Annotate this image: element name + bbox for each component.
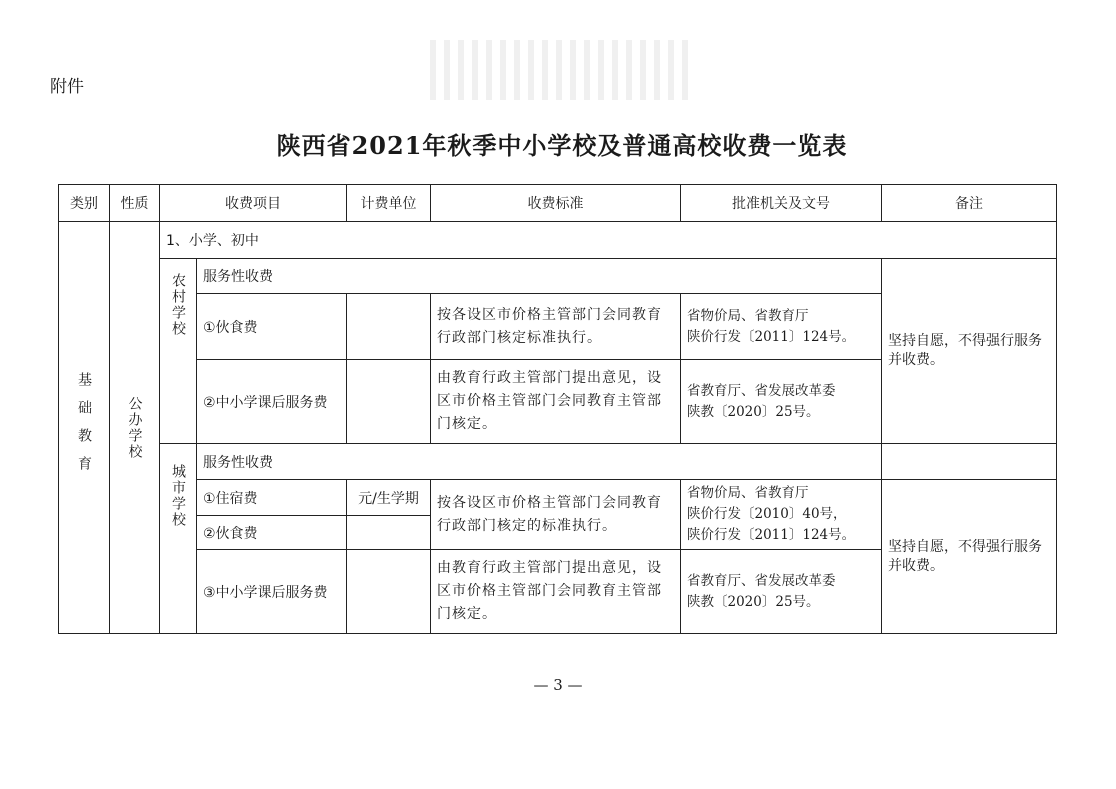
authority-line: 省教育厅、省发展改革委 [687, 382, 836, 399]
header-row [59, 185, 1057, 222]
authority-line: 省物价局、省教育厅 [687, 485, 809, 501]
urban-item-2-name: ②伙食费 [197, 516, 347, 550]
authority-line: 省物价局、省教育厅 [687, 307, 809, 324]
header-category: 类别 [59, 185, 110, 222]
urban-item-1-unit: 元/生学期 [347, 480, 431, 516]
urban-school-cell [160, 444, 197, 634]
urban-group-label: 服务性收费 [197, 444, 882, 480]
rural-item-2-authority [681, 360, 882, 444]
table-row [59, 222, 1057, 259]
fee-table [58, 184, 1057, 634]
rural-item-1-unit [347, 294, 431, 360]
table-row [59, 444, 1057, 480]
authority-line: 陕价行发〔2011〕124号。 [687, 527, 856, 543]
rural-school-cell [160, 259, 197, 444]
authority-line: 陕价行发〔2010〕40号， [687, 506, 847, 522]
urban-shared-standard: 按各设区市价格主管部门会同教育行政部门核定的标准执行。 [431, 480, 681, 550]
rural-item-1-name: ①伙食费 [197, 294, 347, 360]
bleed-through-marks [430, 40, 690, 100]
urban-item-1-name: ①住宿费 [197, 480, 347, 516]
page-number: — 3 — [533, 676, 583, 694]
authority-line: 省教育厅、省发展改革委 [687, 572, 836, 589]
rural-remark: 坚持自愿，不得强行服务并收费。 [882, 259, 1057, 444]
table-row [59, 259, 1057, 294]
header-standard: 收费标准 [431, 185, 681, 222]
authority-line: 陕教〔2020〕25号。 [687, 593, 820, 610]
rural-item-2-standard: 由教育行政主管部门提出意见，设区市价格主管部门会同教育主管部门核定。 [431, 360, 681, 444]
urban-item-3-name: ③中小学课后服务费 [197, 550, 347, 634]
authority-line: 陕教〔2020〕25号。 [687, 403, 820, 420]
authority-line: 陕价行发〔2011〕124号。 [687, 328, 856, 345]
rural-school-label: 农村学校 [170, 273, 186, 337]
nature-cell [110, 222, 160, 634]
rural-group-label: 服务性收费 [197, 259, 882, 294]
section-heading: 1、小学、初中 [160, 222, 1057, 259]
page-title: 陕西省2021年秋季中小学校及普通高校收费一览表 [276, 131, 848, 160]
urban-item-3-unit [347, 550, 431, 634]
urban-school-label: 城市学校 [170, 464, 186, 528]
header-unit: 计费单位 [347, 185, 431, 222]
urban-item-3-authority [681, 550, 882, 634]
category-label: 基础教育 [76, 371, 92, 484]
table-row [59, 480, 1057, 516]
urban-shared-authority [681, 480, 882, 550]
rural-item-1-standard: 按各设区市价格主管部门会同教育行政部门核定标准执行。 [431, 294, 681, 360]
nature-label: 公办学校 [126, 395, 143, 460]
rural-item-1-authority [681, 294, 882, 360]
urban-item-2-unit [347, 516, 431, 550]
header-nature: 性质 [110, 185, 160, 222]
category-cell [59, 222, 110, 634]
rural-item-2-unit [347, 360, 431, 444]
attachment-label: 附件 [50, 77, 84, 97]
urban-group-remark-empty [882, 444, 1057, 480]
urban-remark: 坚持自愿，不得强行服务并收费。 [882, 480, 1057, 634]
urban-item-3-standard: 由教育行政主管部门提出意见，设区市价格主管部门会同教育主管部门核定。 [431, 550, 681, 634]
header-item: 收费项目 [160, 185, 347, 222]
rural-item-2-name: ②中小学课后服务费 [197, 360, 347, 444]
header-authority: 批准机关及文号 [681, 185, 882, 222]
header-remarks: 备注 [882, 185, 1057, 222]
